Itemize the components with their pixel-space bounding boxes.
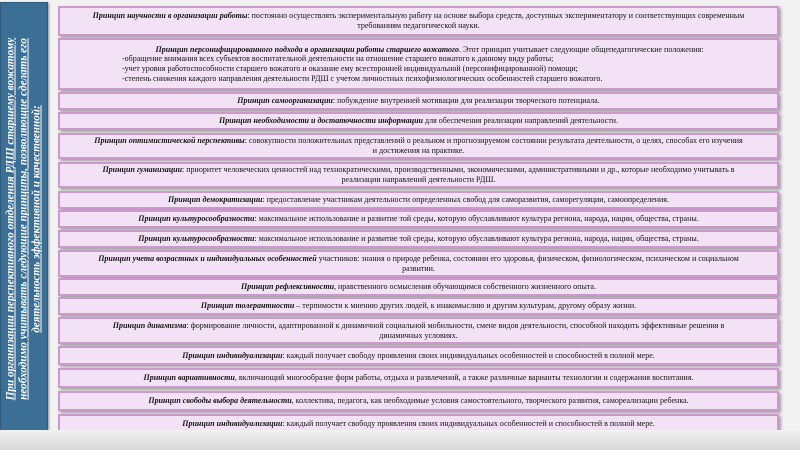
principle-title: Принцип вариативности: [143, 373, 235, 383]
principle-box: [58, 210, 779, 228]
principle-text: . Этот принцип учитывает следующие общепедагогические положения:: [459, 44, 704, 54]
principle-box: [58, 112, 779, 130]
principle-box: [58, 297, 779, 315]
principle-text: : совокупности положительных представлений о реальном и прогнозируемом состоянии результата деятельности, о целях, способах его изучения и достижения на практике.: [244, 136, 743, 155]
principle-box: [58, 317, 779, 344]
principle-box: [58, 38, 779, 90]
title-text: При организации перспективного отделения РДШ старшему вожатому необходимо учитывать следующие принципы, позволяющие сделать его деятельность эффективной и качественной:: [4, 37, 43, 400]
principle-text: – терпимости к мнению других людей, к инакомыслию и другим культурам, другому образу жизни.: [294, 301, 637, 311]
principle-box: [58, 6, 779, 36]
principle-title: Принцип персонифицированного подхода в организации работы старшего вожатого: [155, 44, 459, 54]
principle-title: Принцип культуросообразности: [138, 234, 255, 244]
principle-title: Принцип необходимости и достаточности информации: [219, 116, 424, 126]
principle-title: Принцип индивидуализации: [182, 350, 283, 360]
principle-text: , включающий многообразие форм работы, отдыха и развлечений, а также различные варианты технологии и содержания воспитания.: [234, 373, 694, 383]
principle-title: Принцип динамизма: [112, 320, 187, 330]
principle-box: [58, 230, 779, 248]
principle-title: Принцип гуманизации: [102, 165, 183, 175]
principle-text: : приоритет человеческих ценностей над технократическими, производственными, экономическими, административными и др., которые необходимо учитывать в реализации направлений деятельности РДШ.: [182, 165, 735, 184]
principle-title: Принцип демократизации: [168, 195, 263, 205]
principle-line: -степень снижения каждого направления деятельности РДШ с учетом личностных психофизиологических особенностей старшего вожатого.: [122, 73, 603, 83]
principle-title: Принцип рефлексивности: [241, 282, 335, 292]
principle-box: [58, 391, 779, 411]
principle-text: : предоставление участникам деятельности определенных свобод для саморазвития, саморегуляции, самоопределения.: [262, 195, 669, 205]
principle-box: [58, 414, 779, 434]
principle-title: Принцип культуросообразности: [138, 214, 255, 224]
principle-box: [58, 162, 779, 188]
principle-box: [58, 368, 779, 388]
principle-box: [58, 346, 779, 365]
principle-box: [58, 278, 779, 296]
principle-line: -учет уровня работоспособности старшего вожатого и оказание ему всесторонней индивидуальной (персонифицированной) помощи;: [122, 64, 578, 73]
principle-text: : формирование личности, адаптированной к динамичной социальной мобильности, смене видов деятельности, способной находить эффективные решения в динамичных условиях.: [186, 320, 725, 340]
principle-text: для обеспечения реализации направлений деятельности.: [423, 116, 618, 126]
principle-box: [58, 250, 779, 277]
principle-text: : максимальное использование и развитие той среды, которую обуславливают культура региона, народа, нации, общества, страны.: [254, 214, 699, 224]
principle-box: [58, 92, 779, 110]
principle-title: Принцип оптимистической перспективы: [94, 136, 245, 146]
principle-text: , коллектива, педагога, как необходимые условия самостоятельного, творческого развития, самореализации ребенка.: [291, 396, 689, 406]
principle-text: участников: знания о природе ребенка, состоянии его здоровья, физическом, физиологическом, психическом и социальном развитии.: [316, 253, 739, 273]
principle-title: Принцип толерантности: [200, 301, 295, 311]
principle-title: Принцип индивидуализации: [182, 419, 283, 429]
principle-title: Принцип учета возрастных и индивидуальных особенностей: [98, 253, 317, 263]
title-panel: [0, 2, 48, 435]
principle-text: : каждый получает свободу проявления своих индивидуальных особенностей и способностей в полной мере.: [282, 419, 655, 429]
principle-box: [58, 133, 779, 159]
principle-text: : каждый получает свободу проявления своих индивидуальных особенностей и способностей в полной мере.: [282, 350, 655, 360]
principle-text: : максимальное использование и развитие той среды, которую обуславливают культура региона, народа, нации, общества, страны.: [254, 234, 699, 244]
principle-text: , нравственного осмысления обучающимся собственного жизненного опыта.: [334, 282, 596, 292]
principle-title: Принцип свободы выбора деятельности: [148, 396, 292, 406]
principle-title: Принцип самоорганизации: [237, 96, 333, 106]
principle-text: : побуждение внутренней мотивации для реализации творческого потенциала.: [332, 96, 600, 106]
principle-text: : постоянно осуществлять экспериментальную работу на основе выбора средств, доступных экспериментатору и соответствующих современным требованиям педагогической науки.: [247, 11, 745, 30]
principle-title: Принцип научности в организации работы: [92, 11, 248, 21]
principle-box: [58, 191, 779, 209]
principle-line: -обращение внимания всех субъектов воспитательной деятельности на отношение старшего вожатого к данному виду работы;: [122, 54, 554, 64]
